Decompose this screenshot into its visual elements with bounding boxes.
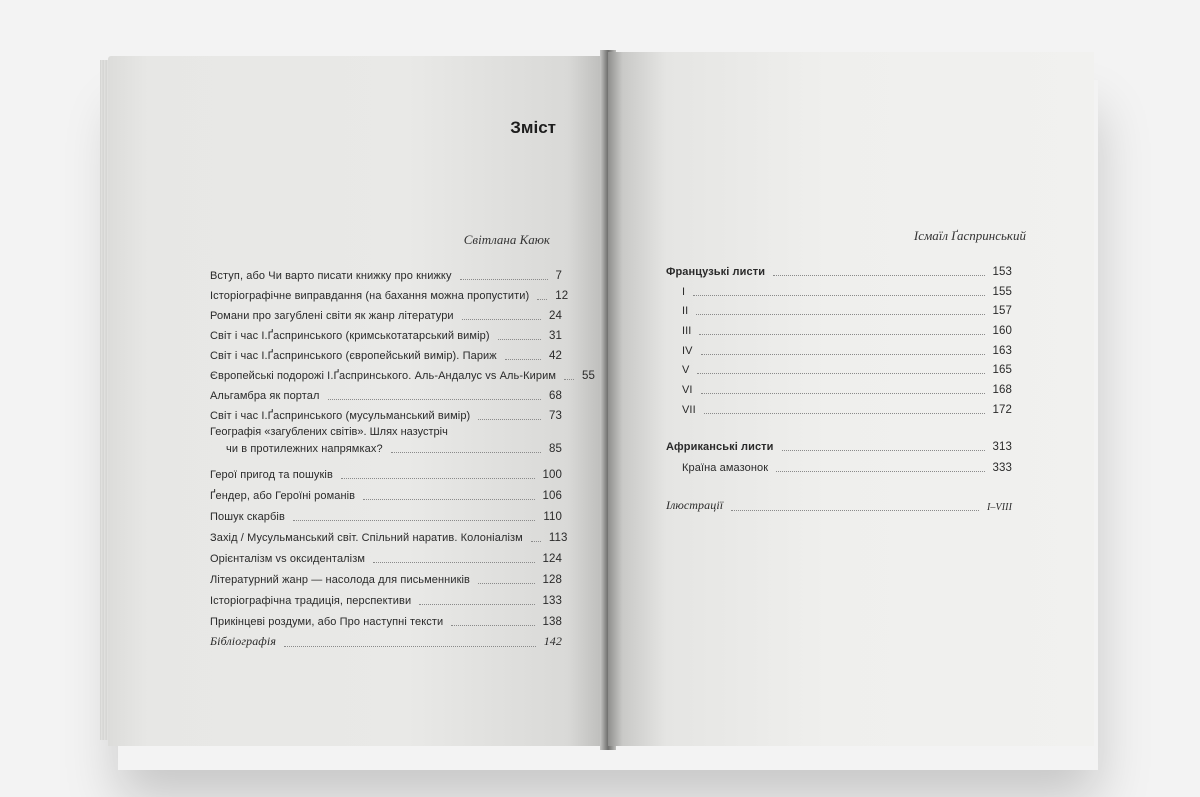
toc-entry-line1: Географія «загублених світів». Шлях назустріч [210,426,448,438]
toc-entry: Орієнталізм vs оксиденталізм 124 [210,553,562,565]
toc-entry: Ґендер, або Героїні романів 106 [210,490,562,502]
toc-entry: Вступ, або Чи варто писати книжку про книжку 7 [210,270,562,282]
right-toc [666,258,1012,513]
toc-entry-multiline [210,422,562,460]
toc-subentry: V 165 [682,364,1012,377]
toc-subentry: VI 168 [682,384,1012,397]
toc-entry: Герої пригод та пошуків 100 [210,469,562,481]
toc-section: Французькі листи 153 [666,266,1012,278]
toc-entry-bibliography: Бібліографія 142 [210,634,562,648]
toc-entry: Європейські подорожі І.Ґаспринського. Аль-Андалус vs Аль-Кирим 55 [210,370,596,382]
toc-subentry: IV 163 [682,344,1012,357]
right-page [608,52,1094,746]
toc-entry: Історіографічне виправдання (на бахання можна пропустити) 12 [210,290,569,302]
toc-entry: Альгамбра як портал 68 [210,390,562,402]
right-author: Ісмаїл Ґаспринський [913,228,1026,243]
toc-title: Зміст [510,118,556,137]
toc-entry: Романи про загублені світи як жанр літератури 24 [210,310,562,322]
toc-entry: Пошук скарбів 110 [210,511,562,523]
toc-entry: Світ і час І.Ґаспринського (мусульманський вимір) 73 [210,410,562,422]
toc-entry-line2: чи в протилежних напрямках? 85 [226,443,562,455]
toc-subentry: III 160 [682,325,1012,338]
toc-entry: Світ і час І.Ґаспринського (європейський вимір). Париж 42 [210,350,562,362]
toc-entry: Світ і час І.Ґаспринського (кримськотатарський вимір) 31 [210,330,562,342]
toc-subentry: II 157 [682,305,1012,318]
toc-section: Африканські листи 313 [666,440,1012,453]
toc-entry: Прикінцеві роздуми, або Про наступні тексти 138 [210,616,562,628]
left-author: Світлана Каюк [463,232,550,247]
toc-subentry: I 155 [682,285,1012,298]
toc-entry: Літературний жанр — насолода для письменників 128 [210,574,562,586]
toc-section-illustrations: Ілюстрації I–VIII [666,497,1012,513]
left-page [108,56,608,746]
toc-subentry: Країна амазонок 333 [682,461,1012,474]
left-toc [210,262,596,649]
toc-entry: Захід / Мусульманський світ. Спільний наратив. Колоніалізм 113 [210,532,568,544]
toc-entry: Історіографічна традиція, перспективи 133 [210,595,562,607]
toc-subentry: VII 172 [682,403,1012,416]
